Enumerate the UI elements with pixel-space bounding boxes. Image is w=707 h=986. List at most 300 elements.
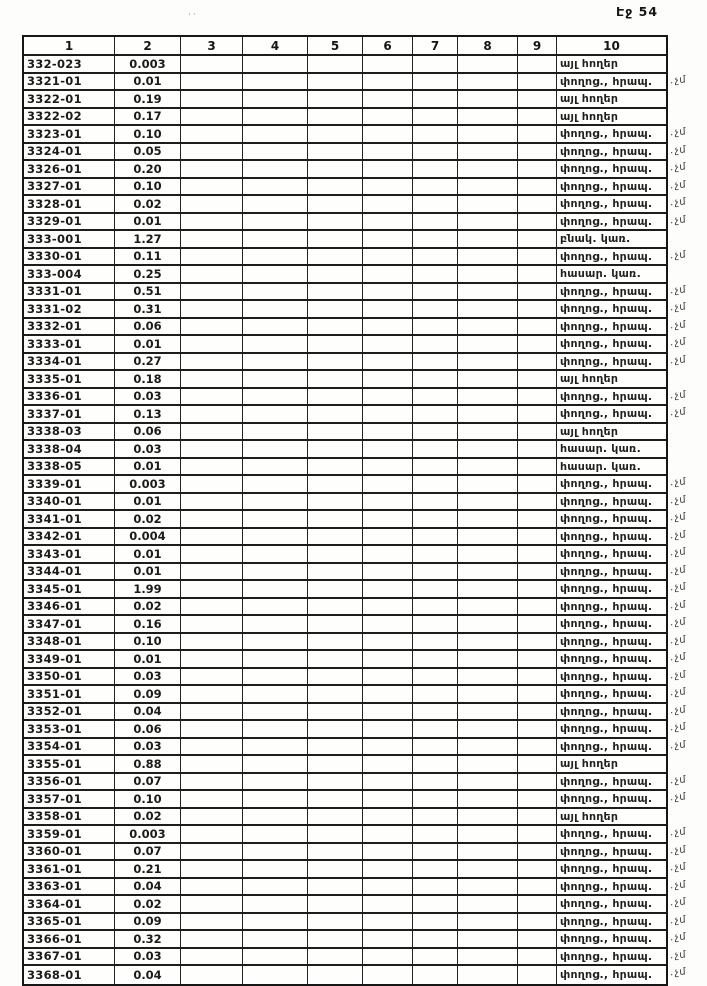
empty-cell [181, 284, 243, 300]
empty-cell [518, 424, 557, 440]
empty-cell [363, 74, 413, 90]
empty-cell [308, 126, 363, 142]
empty-cell [413, 459, 458, 475]
empty-cell [413, 144, 458, 160]
empty-cell [363, 91, 413, 107]
parcel-code-cell: 3341-01 [24, 511, 115, 527]
empty-cell [458, 406, 518, 422]
empty-cell [363, 424, 413, 440]
empty-cell [458, 966, 518, 984]
empty-cell [243, 406, 308, 422]
parcel-code-cell: 3338-05 [24, 459, 115, 475]
empty-cell [308, 179, 363, 195]
empty-cell [243, 634, 308, 650]
empty-cell [243, 826, 308, 842]
empty-cell [363, 931, 413, 947]
empty-cell [458, 791, 518, 807]
land-use-cell: փողոց., հրապ. [560, 249, 653, 263]
empty-cell [363, 949, 413, 965]
empty-cell [308, 354, 363, 370]
empty-cell [413, 844, 458, 860]
empty-cell [181, 196, 243, 212]
empty-cell [243, 74, 308, 90]
empty-cell [413, 616, 458, 632]
empty-cell [458, 914, 518, 930]
handwritten-margin-note: . չմ [670, 319, 687, 331]
empty-cell [308, 511, 363, 527]
empty-cell [181, 91, 243, 107]
empty-cell [243, 476, 308, 492]
empty-cell [181, 179, 243, 195]
land-use-cell: փողոց., հրապ. [560, 774, 653, 788]
parcel-code-cell: 333-004 [24, 266, 115, 282]
land-use-cell: հասար. կառ. [560, 459, 641, 473]
land-use-cell: այլ հողեր [560, 109, 619, 123]
empty-cell [363, 634, 413, 650]
empty-cell [518, 844, 557, 860]
empty-cell [458, 371, 518, 387]
empty-cell [308, 144, 363, 160]
handwritten-margin-note: . չմ [670, 389, 687, 401]
area-value-cell: 0.13 [115, 406, 181, 422]
parcel-code-cell: 3344-01 [24, 564, 115, 580]
empty-cell [181, 896, 243, 912]
area-value-cell: 0.02 [115, 511, 181, 527]
parcel-code-cell: 3367-01 [24, 949, 115, 965]
empty-cell [181, 109, 243, 125]
empty-cell [458, 424, 518, 440]
empty-cell [458, 126, 518, 142]
parcel-code-cell: 3346-01 [24, 599, 115, 615]
empty-cell [458, 634, 518, 650]
empty-cell [308, 91, 363, 107]
table-row [24, 809, 666, 827]
handwritten-margin-note: . չմ [670, 599, 687, 611]
empty-cell [243, 319, 308, 335]
handwritten-margin-note: . չմ [670, 197, 687, 209]
empty-cell [181, 126, 243, 142]
empty-cell [518, 949, 557, 965]
empty-cell [243, 354, 308, 370]
empty-cell [413, 74, 458, 90]
empty-cell [413, 476, 458, 492]
empty-cell [308, 301, 363, 317]
empty-cell [308, 249, 363, 265]
empty-cell [363, 126, 413, 142]
table-row [24, 774, 666, 792]
handwritten-margin-note: . չմ [670, 162, 687, 174]
table-row [24, 301, 666, 319]
empty-cell [181, 774, 243, 790]
area-value-cell: 0.05 [115, 144, 181, 160]
empty-cell [458, 564, 518, 580]
empty-cell [363, 809, 413, 825]
empty-cell [518, 231, 557, 247]
handwritten-margin-note: . չմ [670, 652, 687, 664]
empty-cell [518, 581, 557, 597]
empty-cell [363, 721, 413, 737]
empty-cell [181, 161, 243, 177]
table-row [24, 56, 666, 74]
empty-cell [413, 896, 458, 912]
empty-cell [363, 861, 413, 877]
empty-cell [243, 896, 308, 912]
table-row [24, 826, 666, 844]
empty-cell [181, 301, 243, 317]
handwritten-margin-note: . չմ [670, 582, 687, 594]
empty-cell [518, 126, 557, 142]
land-use-cell: փողոց., հրապ. [560, 494, 653, 508]
empty-cell [363, 966, 413, 984]
empty-cell [308, 196, 363, 212]
empty-cell [413, 389, 458, 405]
empty-cell [363, 494, 413, 510]
empty-cell [363, 301, 413, 317]
parcel-code-cell: 3330-01 [24, 249, 115, 265]
parcel-code-cell: 3364-01 [24, 896, 115, 912]
land-use-cell: հասար. կառ. [560, 267, 641, 281]
empty-cell [518, 564, 557, 580]
empty-cell [518, 511, 557, 527]
parcel-code-cell: 3334-01 [24, 354, 115, 370]
empty-cell [243, 196, 308, 212]
empty-cell [243, 511, 308, 527]
empty-cell [518, 266, 557, 282]
scan-artifact-dots: ·· [188, 10, 198, 20]
land-use-cell: փողոց., հրապ. [560, 284, 653, 298]
land-use-cell: փողոց., հրապ. [560, 127, 653, 141]
empty-cell [458, 56, 518, 72]
area-value-cell: 0.06 [115, 721, 181, 737]
empty-cell [413, 581, 458, 597]
empty-cell [458, 441, 518, 457]
empty-cell [308, 826, 363, 842]
area-value-cell: 0.04 [115, 966, 181, 984]
table-row [24, 844, 666, 862]
table-row [24, 634, 666, 652]
parcel-code-cell: 3321-01 [24, 74, 115, 90]
empty-cell [308, 756, 363, 772]
empty-cell [458, 949, 518, 965]
parcel-code-cell: 3348-01 [24, 634, 115, 650]
empty-cell [518, 109, 557, 125]
table-row [24, 564, 666, 582]
empty-cell [308, 931, 363, 947]
empty-cell [458, 459, 518, 475]
empty-cell [413, 441, 458, 457]
empty-cell [518, 529, 557, 545]
parcel-code-cell: 3322-02 [24, 109, 115, 125]
land-use-cell: հասար. կառ. [560, 442, 641, 456]
area-value-cell: 0.01 [115, 564, 181, 580]
empty-cell [181, 721, 243, 737]
table-row [24, 161, 666, 179]
table-row [24, 651, 666, 669]
empty-cell [243, 301, 308, 317]
table-row [24, 336, 666, 354]
area-value-cell: 0.27 [115, 354, 181, 370]
handwritten-margin-note: . չմ [670, 337, 687, 349]
area-value-cell: 0.02 [115, 196, 181, 212]
empty-cell [363, 231, 413, 247]
empty-cell [243, 371, 308, 387]
handwritten-margin-note: . չմ [670, 477, 687, 489]
empty-cell [363, 249, 413, 265]
area-value-cell: 0.02 [115, 809, 181, 825]
table-row [24, 704, 666, 722]
empty-cell [458, 896, 518, 912]
area-value-cell: 0.01 [115, 546, 181, 562]
empty-cell [181, 826, 243, 842]
empty-cell [181, 756, 243, 772]
empty-cell [518, 336, 557, 352]
empty-cell [181, 406, 243, 422]
table-row [24, 249, 666, 267]
empty-cell [458, 354, 518, 370]
land-use-cell: փողոց., հրապ. [560, 634, 653, 648]
area-value-cell: 0.19 [115, 91, 181, 107]
empty-cell [363, 284, 413, 300]
area-value-cell: 0.04 [115, 704, 181, 720]
empty-cell [243, 459, 308, 475]
area-value-cell: 0.07 [115, 844, 181, 860]
empty-cell [458, 879, 518, 895]
empty-cell [181, 564, 243, 580]
parcel-code-cell: 3357-01 [24, 791, 115, 807]
empty-cell [458, 74, 518, 90]
table-row [24, 966, 666, 984]
empty-cell [308, 809, 363, 825]
empty-cell [518, 284, 557, 300]
empty-cell [518, 651, 557, 667]
empty-cell [458, 774, 518, 790]
table-row [24, 354, 666, 372]
empty-cell [518, 739, 557, 755]
empty-cell [308, 319, 363, 335]
empty-cell [243, 389, 308, 405]
empty-cell [518, 966, 557, 984]
area-value-cell: 0.51 [115, 284, 181, 300]
empty-cell [518, 494, 557, 510]
empty-cell [363, 214, 413, 230]
empty-cell [243, 651, 308, 667]
empty-cell [518, 389, 557, 405]
handwritten-margin-note: . չմ [670, 932, 687, 944]
area-value-cell: 0.09 [115, 914, 181, 930]
empty-cell [518, 826, 557, 842]
empty-cell [243, 756, 308, 772]
empty-cell [181, 809, 243, 825]
table-row [24, 599, 666, 617]
table-row [24, 284, 666, 302]
area-value-cell: 0.03 [115, 739, 181, 755]
empty-cell [308, 581, 363, 597]
empty-cell [181, 861, 243, 877]
area-value-cell: 0.06 [115, 319, 181, 335]
column-header: 10 [603, 38, 620, 53]
parcel-code-cell: 3328-01 [24, 196, 115, 212]
empty-cell [243, 931, 308, 947]
empty-cell [458, 494, 518, 510]
empty-cell [413, 249, 458, 265]
empty-cell [243, 529, 308, 545]
area-value-cell: 0.21 [115, 861, 181, 877]
parcel-code-cell: 3354-01 [24, 739, 115, 755]
empty-cell [413, 739, 458, 755]
handwritten-margin-note: . չմ [670, 547, 687, 559]
empty-cell [181, 266, 243, 282]
empty-cell [181, 616, 243, 632]
empty-cell [458, 109, 518, 125]
empty-cell [181, 581, 243, 597]
parcel-code-cell: 3337-01 [24, 406, 115, 422]
area-value-cell: 0.003 [115, 476, 181, 492]
empty-cell [363, 704, 413, 720]
empty-cell [363, 511, 413, 527]
area-value-cell: 0.01 [115, 459, 181, 475]
empty-cell [413, 91, 458, 107]
empty-cell [308, 389, 363, 405]
empty-cell [308, 914, 363, 930]
table-row [24, 441, 666, 459]
empty-cell [413, 686, 458, 702]
land-use-cell: փողոց., հրապ. [560, 669, 653, 683]
handwritten-margin-note: . չմ [670, 827, 687, 839]
land-use-cell: փողոց., հրապ. [560, 687, 653, 701]
land-use-cell: փողոց., հրապ. [560, 337, 653, 351]
empty-cell [518, 441, 557, 457]
empty-cell [518, 91, 557, 107]
empty-cell [413, 109, 458, 125]
handwritten-margin-note: . չմ [670, 792, 687, 804]
empty-cell [308, 844, 363, 860]
empty-cell [458, 669, 518, 685]
land-use-cell: փողոց., հրապ. [560, 144, 653, 158]
table-row [24, 371, 666, 389]
parcel-code-cell: 3352-01 [24, 704, 115, 720]
empty-cell [308, 441, 363, 457]
empty-cell [308, 336, 363, 352]
handwritten-margin-note: . չմ [670, 879, 687, 891]
area-value-cell: 0.01 [115, 74, 181, 90]
parcel-code-cell: 3360-01 [24, 844, 115, 860]
empty-cell [308, 896, 363, 912]
land-use-cell: փողոց., հրապ. [560, 512, 653, 526]
empty-cell [181, 441, 243, 457]
empty-cell [413, 826, 458, 842]
empty-cell [458, 284, 518, 300]
empty-cell [308, 284, 363, 300]
empty-cell [413, 809, 458, 825]
empty-cell [181, 844, 243, 860]
empty-cell [308, 406, 363, 422]
land-use-cell: այլ հողեր [560, 372, 619, 386]
area-value-cell: 0.01 [115, 336, 181, 352]
empty-cell [243, 949, 308, 965]
empty-cell [181, 966, 243, 984]
area-value-cell: 0.04 [115, 879, 181, 895]
empty-cell [363, 389, 413, 405]
table-row [24, 494, 666, 512]
land-use-cell: փողոց., հրապ. [560, 179, 653, 193]
empty-cell [458, 861, 518, 877]
empty-cell [243, 231, 308, 247]
handwritten-margin-note: . չմ [670, 669, 687, 681]
empty-cell [458, 336, 518, 352]
land-use-cell: փողոց., հրապ. [560, 389, 653, 403]
table-row [24, 126, 666, 144]
empty-cell [308, 861, 363, 877]
empty-cell [243, 179, 308, 195]
empty-cell [181, 459, 243, 475]
land-use-cell: փողոց., հրապ. [560, 704, 653, 718]
empty-cell [308, 879, 363, 895]
empty-cell [413, 634, 458, 650]
land-use-cell: փողոց., հրապ. [560, 827, 653, 841]
table-row [24, 791, 666, 809]
table-row [24, 74, 666, 92]
table-row [24, 914, 666, 932]
empty-cell [518, 459, 557, 475]
empty-cell [243, 546, 308, 562]
empty-cell [308, 966, 363, 984]
empty-cell [518, 144, 557, 160]
empty-cell [458, 721, 518, 737]
table-row [24, 879, 666, 897]
area-value-cell: 0.09 [115, 686, 181, 702]
empty-cell [363, 686, 413, 702]
handwritten-margin-note: . չմ [670, 617, 687, 629]
area-value-cell: 0.03 [115, 949, 181, 965]
land-use-cell: փողոց., հրապ. [560, 319, 653, 333]
parcel-code-cell: 3329-01 [24, 214, 115, 230]
empty-cell [518, 214, 557, 230]
parcel-code-cell: 3339-01 [24, 476, 115, 492]
empty-cell [243, 266, 308, 282]
empty-cell [413, 371, 458, 387]
land-use-cell: փողոց., հրապ. [560, 949, 653, 963]
empty-cell [413, 494, 458, 510]
empty-cell [308, 56, 363, 72]
column-header: 3 [181, 37, 243, 54]
empty-cell [413, 196, 458, 212]
handwritten-margin-note: . չմ [670, 687, 687, 699]
empty-cell [363, 336, 413, 352]
empty-cell [458, 581, 518, 597]
empty-cell [458, 931, 518, 947]
empty-cell [363, 441, 413, 457]
empty-cell [181, 949, 243, 965]
table-row [24, 91, 666, 109]
area-value-cell: 0.16 [115, 616, 181, 632]
empty-cell [458, 756, 518, 772]
empty-cell [413, 949, 458, 965]
area-value-cell: 0.02 [115, 896, 181, 912]
empty-cell [458, 301, 518, 317]
parcel-code-cell: 3351-01 [24, 686, 115, 702]
table-row [24, 231, 666, 249]
handwritten-margin-note: . չմ [670, 529, 687, 541]
parcel-code-cell: 3335-01 [24, 371, 115, 387]
empty-cell [363, 774, 413, 790]
empty-cell [308, 634, 363, 650]
empty-cell [458, 739, 518, 755]
land-use-cell: փողոց., հրապ. [560, 162, 653, 176]
empty-cell [363, 756, 413, 772]
handwritten-margin-note: . չմ [670, 722, 687, 734]
table-row [24, 686, 666, 704]
table-header-row [24, 37, 666, 56]
